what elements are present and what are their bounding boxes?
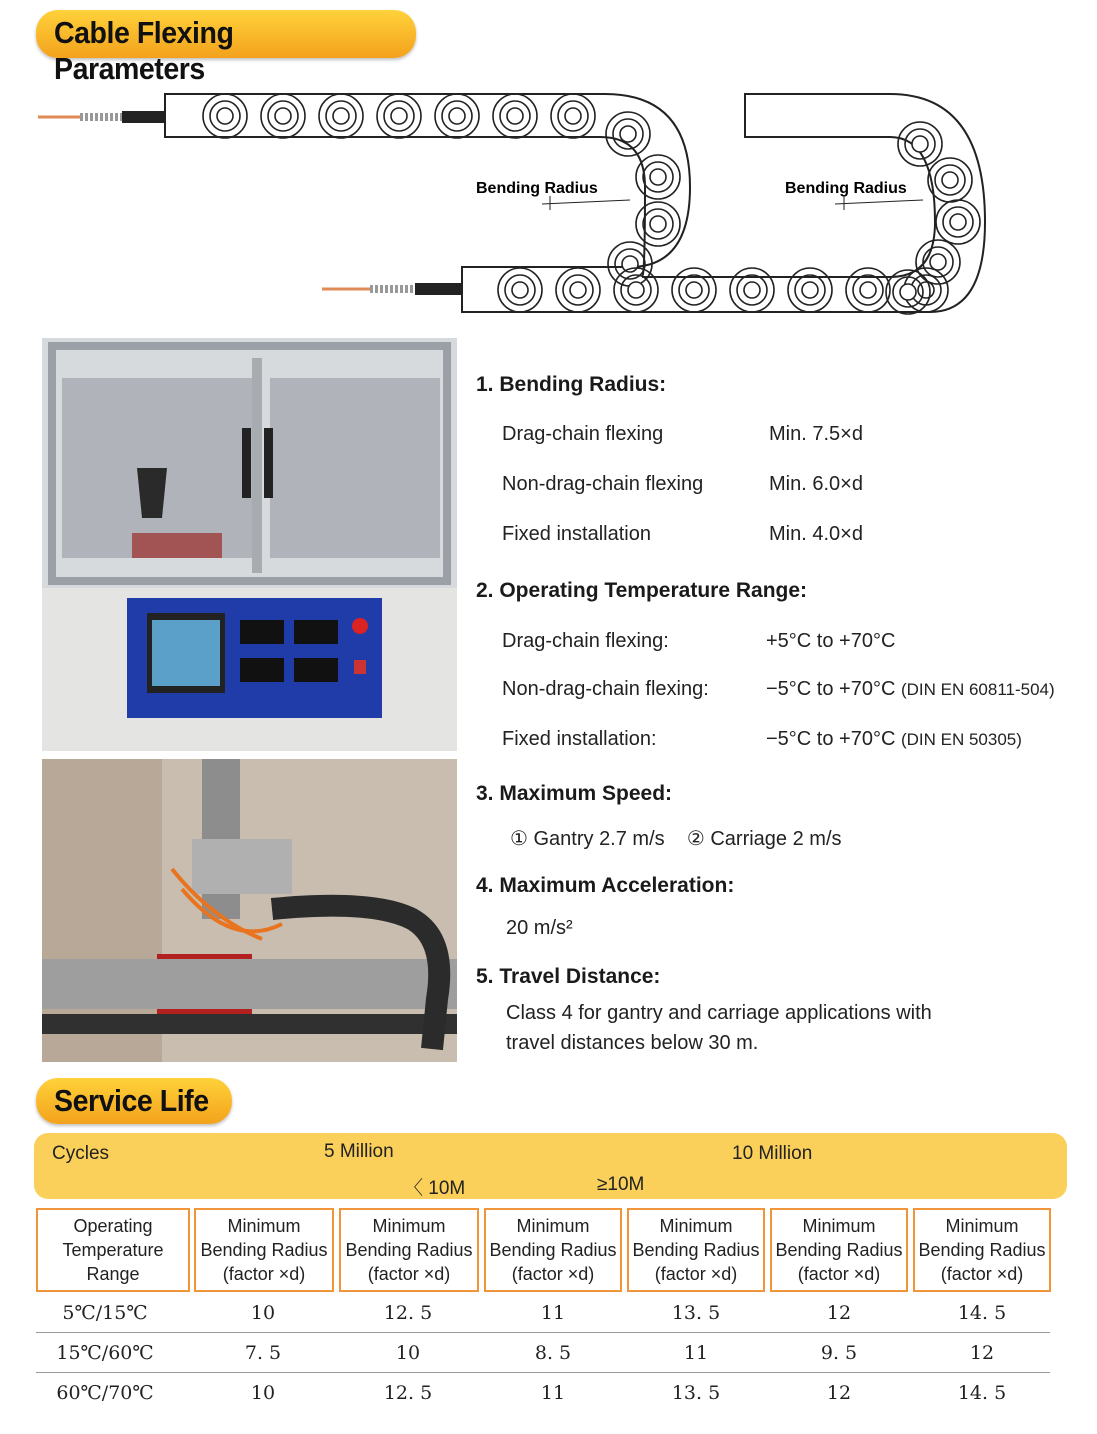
chain-link	[650, 169, 666, 185]
chain-link	[391, 108, 407, 124]
temperature-cell: 15℃/60℃	[56, 1342, 154, 1364]
chain-link	[275, 108, 291, 124]
radius-cell: 10	[395, 1342, 421, 1364]
table-row	[36, 1334, 1050, 1372]
bending-row-0-value: Min. 7.5×d	[769, 423, 863, 445]
chain-link	[650, 216, 666, 232]
chain-link	[333, 108, 349, 124]
header-bending-radius-4: Minimum Bending Radius (factor ×d)	[627, 1208, 765, 1292]
bending-radius-heading: 1. Bending Radius:	[476, 373, 667, 396]
bending-row-2-label: Fixed installation	[502, 523, 651, 545]
temp-row-1-note: (DIN EN 60811-504)	[900, 680, 1055, 699]
temp-row-1-label: Non-drag-chain flexing:	[502, 678, 709, 700]
radius-cell: 12	[826, 1302, 852, 1324]
radius-cell: 13. 5	[671, 1382, 721, 1404]
page-title: Cable Flexing Parameters	[54, 15, 234, 86]
chain-link	[217, 108, 233, 124]
header-bending-radius-2: Minimum Bending Radius (factor ×d)	[339, 1208, 479, 1292]
radius-cell: 12	[969, 1342, 995, 1364]
table-row	[36, 1294, 1050, 1332]
service-life-banner	[36, 1078, 232, 1124]
temp-row-2-note: (DIN EN 50305)	[900, 730, 1022, 749]
row-divider	[36, 1332, 1050, 1333]
chain-link	[802, 282, 818, 298]
bending-radius-marker-right	[785, 180, 923, 210]
temp-row-0-label: Drag-chain flexing:	[502, 630, 669, 652]
radius-cell: 12. 5	[383, 1382, 433, 1404]
temperature-heading: 2. Operating Temperature Range:	[476, 579, 808, 602]
cycles-label: Cycles	[52, 1143, 110, 1164]
radius-cell: 9. 5	[820, 1342, 858, 1364]
temp-row-1-value: −5°C to +70°C	[766, 678, 896, 700]
chain-link	[744, 282, 760, 298]
test-machine-photo	[42, 338, 457, 751]
table-row	[36, 1374, 1050, 1412]
header-bending-radius-1: Minimum Bending Radius (factor ×d)	[194, 1208, 334, 1292]
chain-link	[912, 136, 928, 152]
temp-row-2-value: −5°C to +70°C	[766, 728, 896, 750]
chain-link	[449, 108, 465, 124]
temperature-cell: 60℃/70℃	[56, 1382, 154, 1404]
cycles-band	[34, 1133, 1067, 1199]
bending-row-0-label: Drag-chain flexing	[502, 423, 664, 445]
radius-cell: 14. 5	[957, 1302, 1007, 1324]
travel-heading: 5. Travel Distance:	[476, 965, 661, 988]
chain-link	[507, 108, 523, 124]
row-divider	[36, 1372, 1050, 1373]
bending-radius-marker-left	[476, 180, 630, 210]
chain-link	[950, 214, 966, 230]
five-million-label: 5 Million	[324, 1141, 394, 1162]
ge-10m-label: ≥10M	[597, 1174, 645, 1195]
chain-link	[860, 282, 876, 298]
speed-heading: 3. Maximum Speed:	[476, 782, 673, 805]
ten-million-label: 10 Million	[732, 1143, 813, 1164]
acceleration-heading: 4. Maximum Acceleration:	[476, 874, 735, 897]
bending-radius-label-left: Bending Radius	[476, 180, 598, 197]
bending-radius-label-right: Bending Radius	[785, 180, 907, 197]
header-temperature-range: Operating Temperature Range	[36, 1208, 190, 1292]
drag-chain-diagram	[30, 82, 1080, 327]
chain-link	[686, 282, 702, 298]
radius-cell: 12	[826, 1382, 852, 1404]
header-bending-radius-6: Minimum Bending Radius (factor ×d)	[913, 1208, 1051, 1292]
chain-link	[930, 254, 946, 270]
chain-link	[570, 282, 586, 298]
travel-line-2: travel distances below 30 m.	[506, 1032, 759, 1054]
radius-cell: 7. 5	[244, 1342, 282, 1364]
radius-cell: 13. 5	[671, 1302, 721, 1324]
gantry-photo	[42, 759, 457, 1062]
chain-link	[565, 108, 581, 124]
radius-cell: 12. 5	[383, 1302, 433, 1324]
chain-links-top	[203, 94, 980, 314]
chain-link	[900, 284, 916, 300]
temp-row-2-label: Fixed installation:	[502, 728, 657, 750]
title-banner	[36, 10, 416, 86]
radius-cell: 10	[250, 1382, 276, 1404]
chain-link	[942, 172, 958, 188]
radius-cell: 11	[683, 1342, 709, 1364]
travel-line-1: Class 4 for gantry and carriage applications with	[506, 1002, 932, 1024]
speed-text: ① Gantry 2.7 m/s ② Carriage 2 m/s	[510, 828, 842, 850]
bending-row-1-value: Min. 6.0×d	[769, 473, 863, 495]
chain-link	[628, 282, 644, 298]
temp-row-0-value: +5°C to +70°C	[766, 630, 896, 652]
radius-cell: 11	[540, 1302, 566, 1324]
temperature-cell: 5℃/15℃	[62, 1302, 148, 1324]
bending-row-2-value: Min. 4.0×d	[769, 523, 863, 545]
lt-10m-label: 〈 10M	[404, 1178, 466, 1199]
header-bending-radius-3: Minimum Bending Radius (factor ×d)	[484, 1208, 622, 1292]
radius-cell: 8. 5	[534, 1342, 572, 1364]
radius-cell: 10	[250, 1302, 276, 1324]
chain-link	[512, 282, 528, 298]
service-life-title: Service Life	[54, 1083, 209, 1118]
radius-cell: 11	[540, 1382, 566, 1404]
radius-cell: 14. 5	[957, 1382, 1007, 1404]
header-bending-radius-5: Minimum Bending Radius (factor ×d)	[770, 1208, 908, 1292]
acceleration-text: 20 m/s²	[506, 917, 573, 939]
chain-link	[620, 126, 636, 142]
bending-row-1-label: Non-drag-chain flexing	[502, 473, 704, 495]
